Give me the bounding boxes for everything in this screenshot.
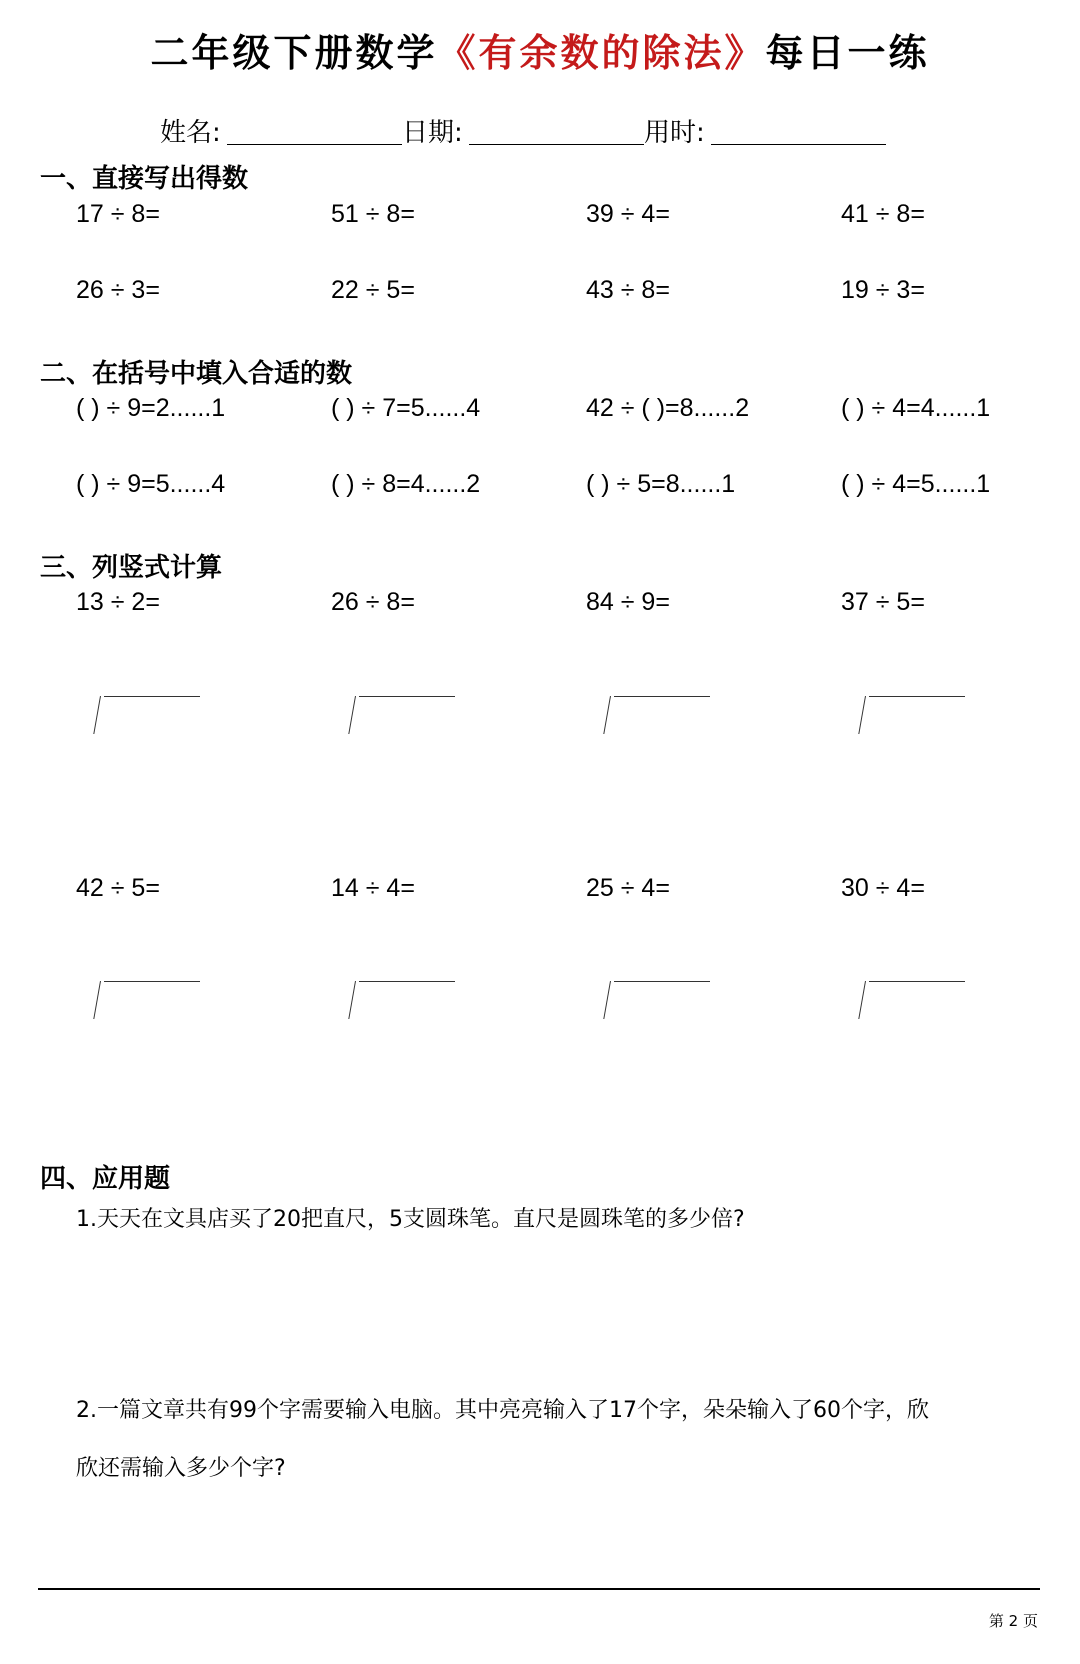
info-row: [160, 112, 940, 152]
s3-r1-q2: 26 ÷ 8=: [331, 588, 415, 616]
long-division-bracket: [606, 696, 706, 734]
s2-r2-q1: ( ) ÷ 9=5......4: [76, 470, 226, 498]
long-division-bracket: [861, 696, 961, 734]
s1-r1-q4: 41 ÷ 8=: [841, 200, 925, 228]
date-label: 日期:: [402, 118, 463, 148]
time-blank[interactable]: [711, 118, 886, 145]
name-field[interactable]: [160, 112, 402, 149]
s2-r2-q3: ( ) ÷ 5=8......1: [586, 470, 736, 498]
s3-r2-q2: 14 ÷ 4=: [331, 874, 415, 902]
s3-r1-q3: 84 ÷ 9=: [586, 588, 670, 616]
date-field[interactable]: [402, 112, 644, 149]
s3-r1-q4: 37 ÷ 5=: [841, 588, 925, 616]
long-division-bracket: [351, 981, 451, 1019]
name-blank[interactable]: [227, 118, 402, 145]
worksheet-title: [0, 22, 1080, 77]
page-number: 第 2 页: [988, 1612, 1038, 1630]
word-problem-2-line1: 2.一篇文章共有99个字需要输入电脑。其中亮亮输入了17个字，朵朵输入了60个字，欣: [76, 1398, 929, 1423]
title-suffix: 每日一练: [765, 31, 930, 75]
name-label: 姓名:: [160, 118, 221, 148]
section1-title: 一、直接写出得数: [40, 164, 249, 194]
s3-r2-q1: 42 ÷ 5=: [76, 874, 160, 902]
s1-r2-q1: 26 ÷ 3=: [76, 276, 160, 304]
long-division-bracket: [861, 981, 961, 1019]
footer-divider: [38, 1588, 1040, 1590]
s1-r1-q1: 17 ÷ 8=: [76, 200, 160, 228]
s1-r1-q3: 39 ÷ 4=: [586, 200, 670, 228]
word-problem-2-line2: 欣还需输入多少个字?: [76, 1456, 286, 1481]
date-blank[interactable]: [469, 118, 644, 145]
s2-r2-q2: ( ) ÷ 8=4......2: [331, 470, 481, 498]
long-division-bracket: [351, 696, 451, 734]
s2-r1-q3: 42 ÷ ( )=8......2: [586, 394, 750, 422]
s2-r1-q2: ( ) ÷ 7=5......4: [331, 394, 481, 422]
word-problem-1: 1.天天在文具店买了20把直尺，5支圆珠笔。直尺是圆珠笔的多少倍?: [76, 1207, 745, 1232]
time-field[interactable]: [644, 112, 886, 149]
title-prefix: 二年级下册数学: [150, 31, 438, 75]
section3-title: 三、列竖式计算: [40, 553, 223, 583]
s2-r1-q4: ( ) ÷ 4=4......1: [841, 394, 991, 422]
long-division-bracket: [96, 981, 196, 1019]
s1-r1-q2: 51 ÷ 8=: [331, 200, 415, 228]
s2-r2-q4: ( ) ÷ 4=5......1: [841, 470, 991, 498]
s3-r2-q3: 25 ÷ 4=: [586, 874, 670, 902]
long-division-bracket: [96, 696, 196, 734]
s1-r2-q3: 43 ÷ 8=: [586, 276, 670, 304]
long-division-bracket: [606, 981, 706, 1019]
title-highlight: 《有余数的除法》: [437, 31, 766, 75]
s1-r2-q2: 22 ÷ 5=: [331, 276, 415, 304]
s1-r2-q4: 19 ÷ 3=: [841, 276, 925, 304]
time-label: 用时:: [644, 118, 705, 148]
section4-title: 四、应用题: [40, 1164, 171, 1194]
s2-r1-q1: ( ) ÷ 9=2......1: [76, 394, 226, 422]
s3-r1-q1: 13 ÷ 2=: [76, 588, 160, 616]
section2-title: 二、在括号中填入合适的数: [40, 359, 353, 389]
s3-r2-q4: 30 ÷ 4=: [841, 874, 925, 902]
